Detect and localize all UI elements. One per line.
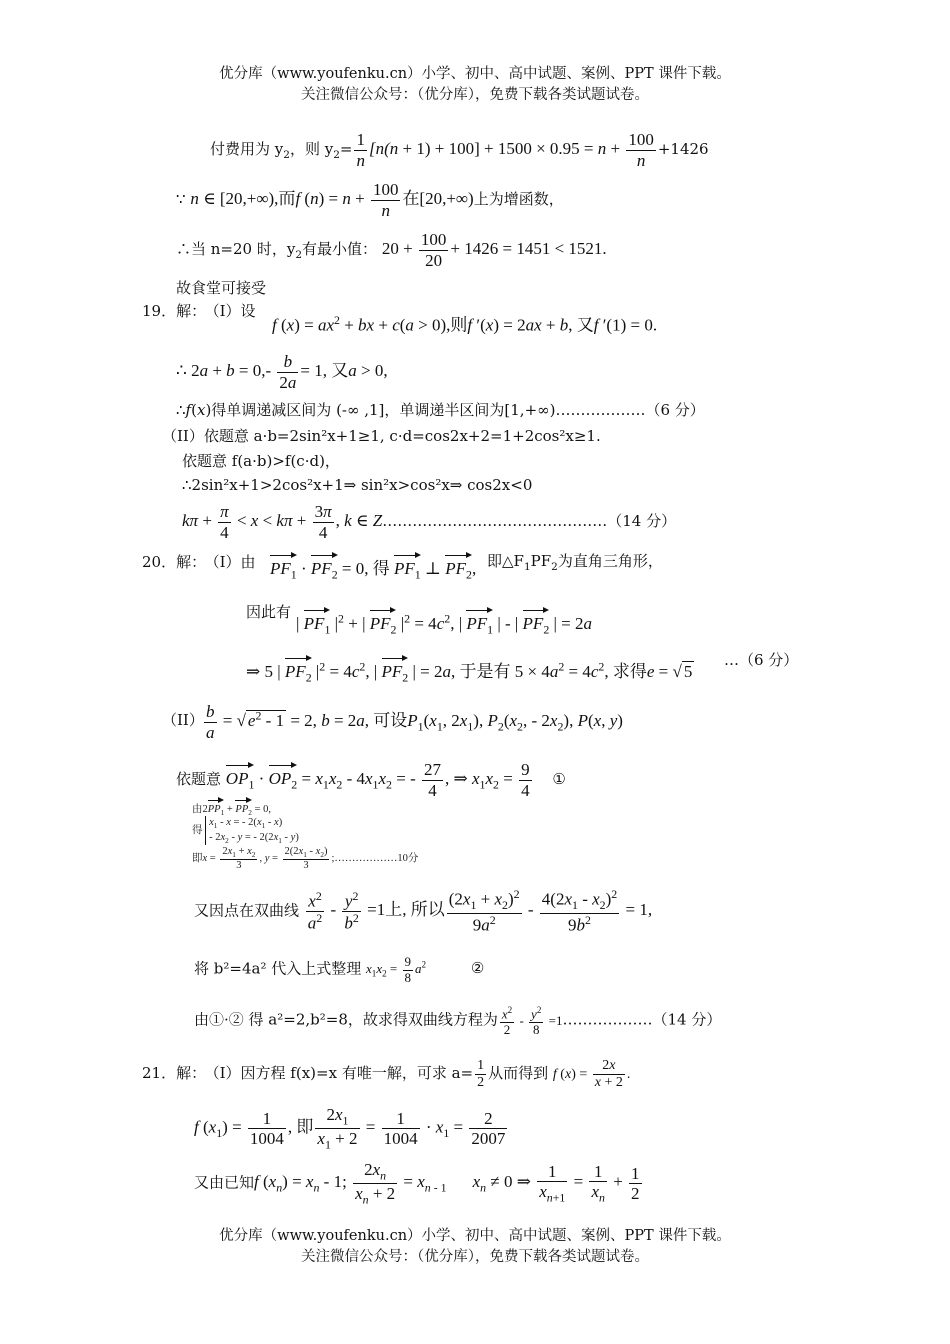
q21-recurrence: 又由已知f $(x_n) = x_n - 1$; $\frac{2x_n}{x_n + 2}$ = $x_{n - 1}$ $x_n \ne 0$ ⇒ $\frac{1}{x_{n+1}}$ = $\frac{1}{x_n}$ + $\frac{1}{2}$ [194,1160,640,1207]
q20-on-hyperbola-line: 又因点在双曲线 $\frac{x^2}{a^2}$ - $\frac{y^2}{b^2}$ =1上, 所以 $\frac{(2x_1 + x_2)^2}{9a^2}$ - $\frac{4(2x_1 - x_2)^2}{9b^2}$ = 1, [194,887,653,935]
q20-dot-product-line: 依题意 $OP_1 \cdot OP_2 = x_1x_2 - 4x_1x_2$ = - $\frac{27}{4}$ , ⇒ $x_1x_2$ = $\frac{9}{4}$ ① [176,760,566,800]
q20-hyperbola-setup: $\frac{b}{a}$ = √ $e^2 - 1 = 2$, b = 2a, 可设$P_1(x_1$, $2x_1$), $P_2(x_2$, - $2x_2$), P(x, y) [206,702,623,742]
q19-inequality: ∴2sin²x+1>2cos²x+1⇒ sin²x>cos²x⇒ cos2x<0 [182,476,533,494]
q20-right-triangle-note: 即$\triangle F_1PF_2$为直角三角形， [487,552,663,573]
q19-part2: （II）依题意 a·b=2sin²x+1≥1, c·d=cos2x+2=1+2cos²x≥1. [162,427,601,445]
q20-part2-label: （II） [162,711,204,729]
q18-payment-formula: 付费用为 $y_2$，则 $y_2=$ $\frac{1}{n}$ [n(n + 1) + 100] + 1500 × 0.95 = n + $\frac{100}{n}$ +1426 [210,130,709,170]
q20-header: 20．解： （I）由 [142,553,256,571]
q20-substitute-line: 将 b²=4a² 代入上式整理 $x_1x_2$ = $\frac{9}{8}$ $a^2$ ② [194,954,485,985]
q19-monotonic-intervals: ∴f(x)得单调递减区间为 (-∞ ,1]，单调递半区间为[1,+∞)………………（6 分） [176,401,705,419]
footer-line-1: 优分库（www.youfenku.cn）小学、初中、高中试题、案例、PPT 课件下载。 [219,1228,731,1244]
q18-minimum-line: ∴当 n=20 时，$y_2$有最小值： 20 + $\frac{100}{20}$ + 1426 = 1451 < 1521. [176,230,607,270]
q19-derivative-condition: ∴ 2a + b = 0,- $\frac{b}{2a}$ = 1, 又a > 0, [176,352,388,392]
q21-initial-value: f $(x_1)$ = $\frac{1}{1004}$ , 即 $\frac{2x_1}{x_1 + 2}$ = $\frac{1}{1004}$ · $x_1$ = $\frac{2}{2007}$ [194,1105,506,1152]
header-line-1: 优分库（www.youfenku.cn）小学、初中、高中试题、案例、PPT 课件下载。 [219,66,731,82]
q18-conclusion: 故食堂可接受 [176,279,267,297]
q20-small-solution: 即x = $\frac{2x_1 + x_2}{3}$ , y = $\frac{2(2x_1 - x_2)}{3}$ ;………………10分 [192,846,419,871]
q20-perpendicular-vectors: $PF_1 \cdot PF_2 = 0$, 得 $PF_1$ ⊥ $PF_2$, [270,553,476,582]
q20-score-1: …（6 分） [724,651,799,669]
q19-header: 19．解： （I）设 [142,302,256,320]
q20-eccentricity: ⇒ 5 | $PF_2$ $|^2 = 4c^2$, | $PF_2$ | = 2a, 于是有 $5 \times 4a^2 = 4c^2$, 求得e = √ 5 [246,656,694,685]
q19-condition: 依题意 f(a·b)>f(c·d)， [182,452,340,470]
q20-length-equations: | $PF_1$ $|^2$ + | $PF_2$ $|^2 = 4c^2$, | $PF_1$ | - | $PF_2$ | = 2a [296,608,592,637]
q19-solution-range: kπ + $\frac{\pi}{4}$ < x < kπ + $\frac{3\pi}{4}$ , k ∈ Z………………………………………（14 分） [182,502,677,542]
q20-result-line: 由①·② 得 a²=2,b²=8，故求得双曲线方程为 $\frac{x^2}{2}$ - $\frac{y^2}{8}$ =1………………（14 分） [194,1005,722,1038]
q21-header: 21．解： （I）因方程 f(x)=x 有唯一解，可求 a= $\frac{1}{2}$ 从而得到 f (x) = $\frac{2x}{x + 2}$ . [142,1058,631,1091]
q20-therefore: 因此有 [246,603,292,621]
q19-function-definition: f $(x) = ax^2$ + bx + c(a > 0),则f ′(x) = 2ax + b, 又f ′(1) = 0. [272,313,658,335]
q20-small-system: 得 $x_1$ - x = - $2(x_1 - x)$ - $2x_2$ - y = - $2(2x_1 - y)$ [192,817,299,845]
q20-small-vector-relation: 由$2PP_1 + PP_2 = 0$, [192,798,271,818]
footer-line-2: 关注微信公众号：（优分库），免费下载各类试题试卷。 [301,1249,649,1265]
header-line-2: 关注微信公众号：（优分库），免费下载各类试题试卷。 [301,87,649,103]
q18-increasing-line: ∵ n ∈ [20,+∞),而f (n) = n + $\frac{100}{n}$ 在[20,+∞)上为增函数， [176,180,564,220]
